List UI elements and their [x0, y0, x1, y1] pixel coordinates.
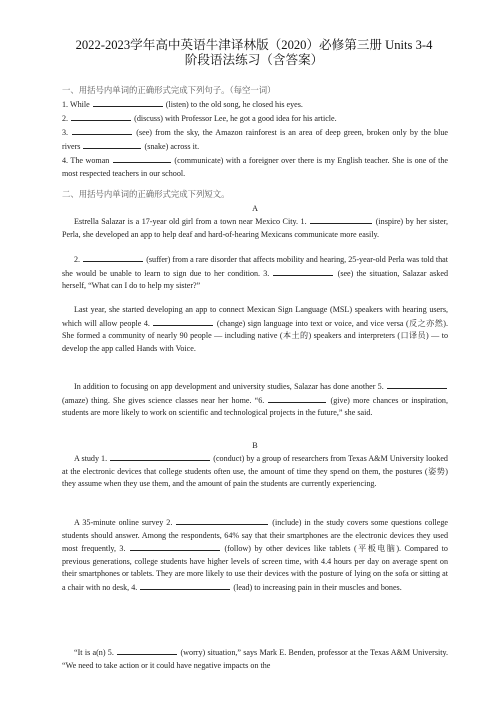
question-4: 4. The woman (communicate) with a foreigner over there is my English teacher. She is one of the most respected teachers in our school. — [62, 156, 448, 178]
passage-b-paragraph-2: A 35-minute online survey 2. (include) in the study covers some questions college students should answer. Among the respondents, 64% say that their smartphones are the electronic devices they used most frequently, 3. (follow) by other devices like tablets (平板电脑). Compared to previous generations, college students have higher levels of screen time, with 4.4 hours per day on average spent on their smartphones or tablets. They are more likely to use their devices with the posture of lying on the sofa or sitting at a chair with no desk, 4. (lead) to increasing pain in their muscles and bones. — [62, 518, 448, 592]
answer-blank[interactable] — [83, 140, 141, 149]
answer-blank[interactable] — [83, 253, 143, 262]
answer-blank[interactable] — [93, 98, 163, 107]
answer-blank[interactable] — [110, 452, 210, 461]
answer-blank[interactable] — [176, 516, 268, 525]
answer-blank[interactable] — [140, 581, 230, 590]
title-line-1: 2022-2023学年高中英语牛津译林版（2020）必修第三册 Units 3-4 — [75, 38, 433, 52]
passage-a-paragraph-4: In addition to focusing on app development and university studies, Salazar has done another 5. (amaze) thing. She gives science classes near her home. “6. (give) more chances or inspiration, students are more likely to work on scientific and technological projects in the future,” she said. — [62, 382, 448, 418]
answer-blank[interactable] — [387, 380, 447, 389]
answer-blank[interactable] — [117, 646, 177, 655]
answer-blank[interactable] — [310, 215, 372, 224]
passage-b-label: B — [252, 441, 258, 450]
answer-blank[interactable] — [153, 317, 213, 326]
answer-blank[interactable] — [72, 126, 132, 135]
question-2: 2. (discuss) with Professor Lee, he got a good idea for his article. — [62, 114, 337, 123]
answer-blank[interactable] — [273, 267, 333, 276]
answer-blank[interactable] — [113, 154, 171, 163]
title-line-2: 阶段语法练习（含答案） — [184, 53, 324, 67]
question-1: 1. While (listen) to the old song, he closed his eyes. — [62, 100, 303, 109]
passage-b-paragraph-1: A study 1. (conduct) by a group of researchers from Texas A&M University looked at the electronic devices that college students often use, the amount of time they spend on them, the postures (姿势) they assume when they use them, and the amount of pain the students are currently experiencing. — [62, 454, 448, 489]
passage-a-paragraph-3: Last year, she started developing an app to connect Mexican Sign Language (MSL) speakers with hearing users, which will allow people 4. (change) sign language into text or voice, and vice versa (反之亦然). She formed a community of nearly 90 people — including native (本土的) speakers and interpreters (口译员) — to develop the app called Hands with Voice. — [62, 305, 449, 353]
passage-b-paragraph-3: “It is a(n) 5. (worry) situation,” says Mark E. Benden, professor at the Texas A&M University. “We need to take action or it could have negative impacts on the — [62, 648, 449, 670]
answer-blank[interactable] — [71, 112, 131, 121]
section-1-heading: 一、用括号内单词的正确形式完成下列句子。（每空一词） — [62, 86, 276, 95]
passage-a-label: A — [252, 204, 258, 213]
question-3: 3. (see) from the sky, the Amazon rainforest is an area of deep green, broken only by the blue rivers (snake) across it. — [62, 128, 448, 151]
answer-blank[interactable] — [130, 542, 220, 551]
section-2-heading: 二、用括号内单词的正确形式完成下列短文。 — [62, 190, 230, 199]
page-title — [62, 38, 446, 68]
answer-blank[interactable] — [268, 394, 326, 403]
passage-a-paragraph-1: Estrella Salazar is a 17-year old girl from a town near Mexico City. 1. (inspire) by her sister, Perla, she developed an app to help deaf and hard-of-hearing Mexicans communicate more easily. — [62, 217, 448, 239]
passage-a-paragraph-2: 2. (suffer) from a rare disorder that affects mobility and hearing, 25-year-old Perla was told that she would be unable to learn to sign due to her condition. 3. (see) the situation, Salazar asked herself, “What can I do to help my sister?” — [62, 255, 449, 291]
